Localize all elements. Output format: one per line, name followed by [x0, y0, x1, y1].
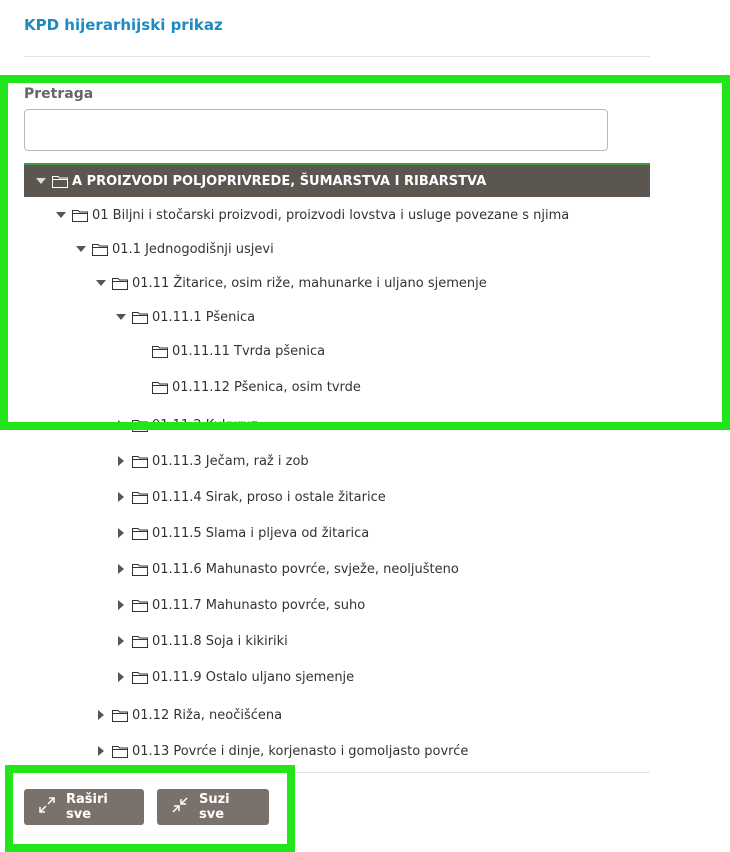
tree-node[interactable]	[116, 521, 369, 545]
collapsed-caret-icon[interactable]	[118, 456, 124, 466]
tree-node-label: 01.13 Povrće i dinje, korjenasto i gomoljasto povrće	[132, 743, 469, 759]
folder-icon	[132, 635, 148, 648]
tree-node-label: 01.11.4 Sirak, proso i ostale žitarice	[152, 489, 386, 505]
folder-icon	[112, 709, 128, 722]
tree-node[interactable]	[136, 339, 325, 363]
folder-icon	[132, 311, 148, 324]
tree-node-label: 01.11.5 Slama i pljeva od žitarica	[152, 525, 370, 541]
collapsed-caret-icon[interactable]	[118, 528, 124, 538]
tree-node[interactable]	[116, 449, 309, 473]
folder-icon	[132, 491, 148, 504]
tree-node[interactable]	[116, 557, 459, 581]
search-input[interactable]	[24, 109, 608, 151]
collapsed-caret-icon[interactable]	[118, 600, 124, 610]
tree-node[interactable]	[136, 375, 361, 399]
expand-all-label: Raširi sve	[66, 792, 108, 822]
tree-node-label: 01.11.7 Mahunasto povrće, suho	[152, 597, 366, 613]
tree-node-label: 01.12 Riža, neočišćena	[132, 707, 283, 723]
expand-icon	[38, 796, 66, 818]
folder-icon	[72, 209, 88, 222]
tree-node[interactable]	[76, 237, 274, 261]
collapsed-caret-icon[interactable]	[118, 672, 124, 682]
tree-node-label: 01.11.12 Pšenica, osim tvrde	[172, 379, 361, 395]
tree-node-label: A PROIZVODI POLJOPRIVREDE, ŠUMARSTVA I RIBARSTVA	[72, 173, 487, 189]
expand-all-button[interactable]	[24, 789, 144, 825]
collapsed-caret-icon[interactable]	[118, 492, 124, 502]
tree-node-label: 01.11.1 Pšenica	[152, 309, 256, 325]
folder-icon	[132, 563, 148, 576]
collapsed-caret-icon[interactable]	[118, 636, 124, 646]
folder-icon	[92, 243, 108, 256]
collapse-all-button[interactable]	[157, 789, 269, 825]
collapse-all-label: Suzi sve	[199, 792, 230, 822]
collapsed-caret-icon[interactable]	[118, 564, 124, 574]
tree-node-root[interactable]	[24, 163, 650, 197]
tree-node-label: 01.1 Jednogodišnji usjevi	[112, 241, 274, 257]
folder-icon	[132, 671, 148, 684]
folder-icon	[132, 599, 148, 612]
folder-icon	[112, 745, 128, 758]
folder-icon	[152, 345, 168, 358]
folder-icon	[132, 527, 148, 540]
tree-node[interactable]	[96, 703, 282, 727]
collapsed-caret-icon[interactable]	[98, 746, 104, 756]
tree-node[interactable]	[96, 271, 487, 295]
tree-node[interactable]	[116, 305, 255, 329]
collapsed-caret-icon[interactable]	[118, 420, 124, 430]
tree-node-label: 01.11.3 Ječam, raž i zob	[152, 453, 309, 469]
expanded-caret-icon[interactable]	[56, 212, 66, 218]
collapsed-caret-icon[interactable]	[98, 710, 104, 720]
expanded-caret-icon[interactable]	[116, 314, 126, 320]
tree-node-label: 01.11.8 Soja i kikiriki	[152, 633, 288, 649]
tree-node-label: 01.11.2 Kukuruz	[152, 417, 258, 433]
folder-icon	[52, 175, 68, 188]
search-label: Pretraga	[24, 86, 94, 102]
tree-node-label: 01.11 Žitarice, osim riže, mahunarke i uljano sjemenje	[132, 275, 487, 291]
tree-node[interactable]	[116, 665, 354, 689]
tree-node-label: 01.11.11 Tvrda pšenica	[172, 343, 326, 359]
expanded-caret-icon[interactable]	[96, 280, 106, 286]
tree-node[interactable]	[116, 485, 386, 509]
tree-node[interactable]	[56, 203, 569, 227]
footer-divider	[24, 772, 650, 773]
header-divider	[24, 56, 650, 57]
tree-node-label: 01 Biljni i stočarski proizvodi, proizvodi lovstva i usluge povezane s njima	[92, 207, 570, 223]
expanded-caret-icon[interactable]	[36, 178, 46, 184]
folder-icon	[132, 455, 148, 468]
collapse-icon	[171, 796, 199, 818]
folder-icon	[132, 419, 148, 432]
tree-node[interactable]	[116, 413, 258, 437]
tree-node[interactable]	[96, 739, 468, 763]
tree-node[interactable]	[116, 629, 288, 653]
expanded-caret-icon[interactable]	[76, 246, 86, 252]
page-title: KPD hijerarhijski prikaz	[24, 16, 223, 34]
folder-icon	[112, 277, 128, 290]
tree-node-label: 01.11.9 Ostalo uljano sjemenje	[152, 669, 355, 685]
folder-icon	[152, 381, 168, 394]
tree-node-label: 01.11.6 Mahunasto povrće, svježe, neoljušteno	[152, 561, 459, 577]
tree-node[interactable]	[116, 593, 365, 617]
